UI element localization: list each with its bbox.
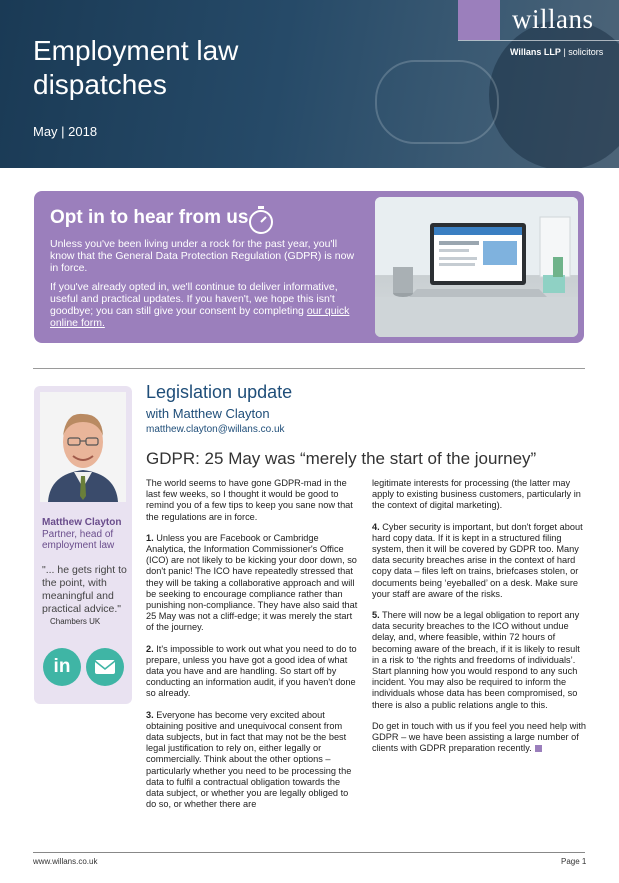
brand-subtitle-firm: Willans LLP (510, 47, 561, 57)
section-author: with Matthew Clayton (146, 406, 270, 421)
section-title: Legislation update (146, 382, 293, 402)
opt-in-paragraph-2-text: If you've already opted in, we'll continue to deliver informative, useful and practical updates. If you haven't, we hope this isn't goodbye; you can still give your consent by completing (50, 281, 338, 317)
envelope-icon (86, 648, 124, 686)
paragraph-text: Unless you are Facebook or Cambridge Analytica, the Information Commissioner's Office (ICO) are not likely to be kicking your door down, so don't panic! The ICO have repeatedly stressed that they will be taking a collaborative approach and will be seeking to encourage compliance rather than punishing non-compliance. They have also said that 25 May was not a cliff-edge; it was merely the start of the journey. (146, 532, 358, 633)
linkedin-icon: in (53, 656, 71, 677)
article-end-mark (535, 745, 542, 752)
laptop-illustration (375, 197, 578, 337)
article-paragraph (146, 644, 360, 700)
paragraph-number: 2. (146, 643, 154, 654)
brand-subtitle (510, 47, 603, 57)
header-glasses-decoration (375, 60, 499, 144)
author-name: Matthew Clayton (42, 517, 122, 528)
author-profile-card (34, 386, 132, 704)
newsletter-date: May | 2018 (33, 124, 98, 139)
testimonial-source: Chambers UK (50, 617, 101, 626)
article-paragraph (372, 610, 588, 711)
paragraph-number: 4. (372, 521, 380, 532)
footer-website-link[interactable]: www.willans.co.uk (33, 857, 98, 866)
article-paragraph (146, 710, 360, 811)
opt-in-title: Opt in to hear from us (50, 207, 249, 228)
stopwatch-icon (248, 205, 274, 235)
newsletter-title: Employment law dispatches (33, 35, 239, 100)
brand-accent-box (458, 0, 500, 40)
email-button[interactable] (86, 648, 124, 686)
footer-divider (33, 852, 585, 853)
page-number: Page 1 (561, 857, 587, 866)
brand-subtitle-rest: | solicitors (560, 47, 604, 57)
testimonial-quote: "... he gets right to the point, with meaningful and practical advice." (42, 564, 127, 615)
paragraph-text: There will now be a legal obligation to report any data security breaches to the ICO without undue delay, and, where feasible, within 72 hours of becoming aware of the breach, if it is likely to result in a risk to ‘the rights and freedoms of individuals’. Start planning how you would respond to any such incident. You may also be required to inform the individuals whose data has been compromised, so there is also a public relations angle to this. (372, 610, 580, 710)
article-paragraph (372, 721, 588, 755)
paragraph-text: Everyone has become very excited about obtaining positive and unequivocal consent from data subjects, but in fact that may not be the best legal justification to rely on, either legally or commercially. Think about the other options – particularly whether you need to be processing the data to fulfil a contractual obligation towards the data subject, or whether you are legally obliged to do so, or whether there are (146, 709, 352, 810)
paragraph-text: Cyber security is important, but don't forget about hard copy data. If it is kept in a structured filing system, then it will be covered by GDPR too. Many data security breaches arise in the context of hard copy data – files left on trains, briefcases stolen, or documents being ‘eyeballed’ on a desk. Make sure your staff are aware of the risks. (372, 521, 583, 599)
online-form-link[interactable]: our quick online form. (50, 305, 350, 329)
article-column-1 (146, 478, 360, 820)
header-background-decoration (489, 20, 619, 168)
paragraph-number: 5. (372, 610, 380, 621)
laptop-photo (375, 197, 578, 337)
author-photo (40, 392, 126, 502)
paragraph-text: It's impossible to work out what you need to do to prepare, unless you have got a good idea of what data you have and are handling. So start off by conducting an information audit, if you haven't done so already. (146, 643, 357, 699)
article-column-2 (372, 478, 588, 764)
author-portrait-illustration (40, 392, 126, 502)
brand-divider (458, 40, 619, 41)
author-role: Partner, head of employment law (42, 529, 115, 551)
article-headline: GDPR: 25 May was “merely the start of the journey” (146, 449, 537, 468)
paragraph-text: Do get in touch with us if you feel you need help with GDPR – we have been assisting a large number of clients with GDPR preparation recently. (372, 720, 586, 754)
page-header (0, 0, 619, 168)
article-paragraph (372, 522, 588, 600)
opt-in-paragraph-1: Unless you've been living under a rock for the past year, you'll know that the General Data Protection Regulation (GDPR) is now in force. (50, 238, 355, 274)
section-divider (33, 368, 585, 369)
paragraph-number: 3. (146, 709, 154, 720)
paragraph-number: 1. (146, 532, 154, 543)
article-paragraph (146, 478, 360, 523)
article-paragraph (146, 533, 360, 634)
author-email-link[interactable]: matthew.clayton@willans.co.uk (146, 424, 285, 435)
opt-in-panel (34, 191, 584, 343)
article-paragraph (372, 478, 588, 512)
linkedin-button[interactable] (43, 648, 81, 686)
opt-in-paragraph-2 (50, 281, 355, 329)
brand-logo: willans (512, 4, 594, 34)
paragraph-text: legitimate interests for processing (the latter may apply to existing business customers, particularly in the context of digital marketing). (372, 478, 581, 511)
paragraph-text: The world seems to have gone GDPR-mad in the last few weeks, so I thought it would be good to remind you of a few tips to keep you sane now that the regulations are in force. (146, 478, 353, 522)
